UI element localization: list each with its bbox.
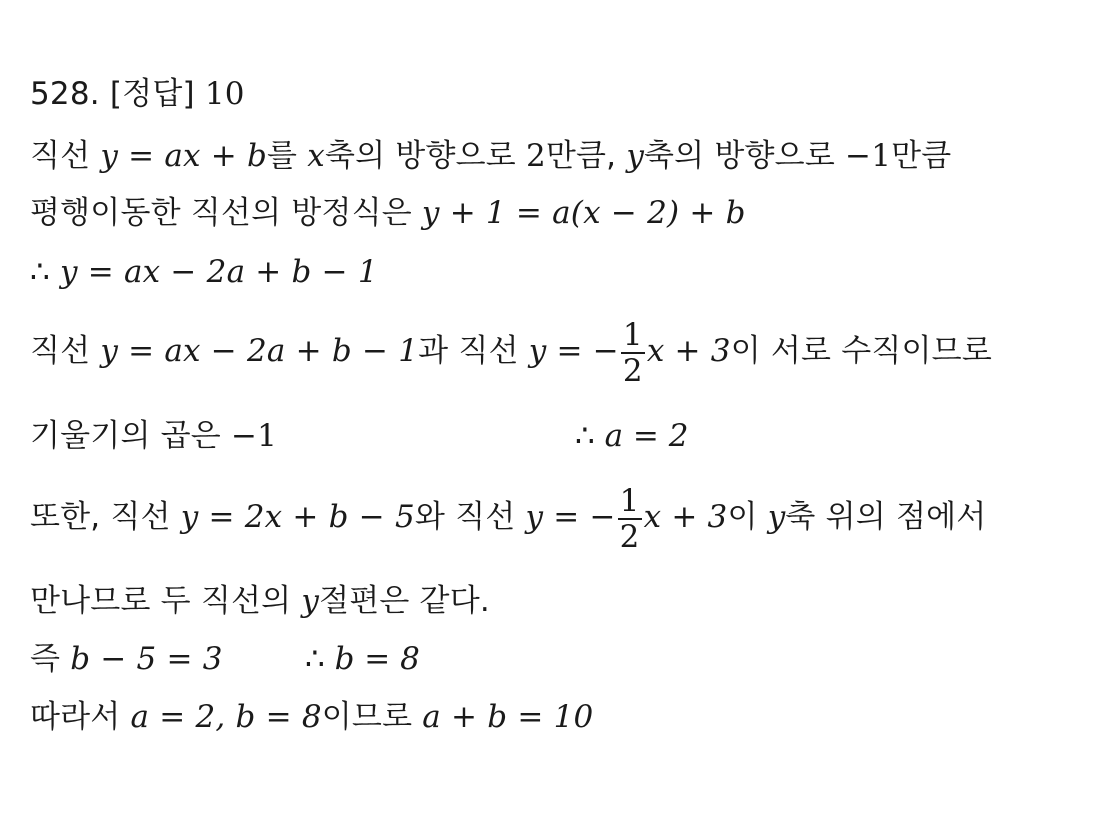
answer-value: 10: [204, 76, 245, 112]
text-segment: 즉: [30, 641, 61, 677]
variable: y: [767, 499, 786, 535]
equation: b = 8: [235, 699, 322, 735]
equation: y = −: [528, 333, 619, 369]
text-segment: 평행이동한 직선의 방정식은: [30, 195, 412, 231]
text-segment: 와 직선: [414, 499, 516, 535]
equation: y = ax − 2a + b − 1: [100, 333, 419, 369]
solution-line-7: [30, 581, 490, 621]
equation: x + 3: [646, 333, 731, 369]
problem-header: [30, 74, 245, 114]
equation: y = ax + b: [100, 138, 268, 174]
solution-line-8: [30, 639, 223, 679]
equation: a + b = 10: [422, 699, 594, 735]
fraction-numerator: 1: [622, 316, 643, 353]
text-segment: 를: [267, 138, 298, 174]
text-segment: 또한, 직선: [30, 499, 171, 535]
text-segment: 절편은 같다.: [319, 583, 490, 619]
text-segment: 직선: [30, 333, 91, 369]
number: −1: [231, 418, 278, 454]
solution-line-4: [30, 310, 992, 392]
solution-line-5: [30, 416, 277, 456]
solution-line-8-result: [305, 639, 420, 679]
solution-line-3: [30, 252, 378, 292]
equation: b − 5 = 3: [70, 641, 223, 677]
text-segment: 이 서로 수직이므로: [730, 333, 992, 369]
therefore-symbol: ∴: [575, 418, 595, 454]
text-segment: 이: [727, 499, 758, 535]
solution-line-6: [30, 476, 986, 558]
number: 2: [525, 138, 546, 174]
equation: y = 2x + b − 5: [180, 499, 415, 535]
text-segment: 만큼: [891, 138, 952, 174]
solution-line-5-result: [575, 416, 688, 456]
fraction-numerator: 1: [619, 482, 640, 519]
problem-number: 528.: [30, 76, 100, 112]
text-segment: 이므로: [321, 699, 413, 735]
text-segment: 축의 방향으로: [644, 138, 835, 174]
equation: y + 1 = a(x − 2) + b: [421, 195, 746, 231]
text-segment: 직선: [30, 138, 91, 174]
therefore-symbol: ∴: [30, 254, 50, 290]
variable: y: [301, 583, 320, 619]
equation: y = −: [525, 499, 616, 535]
variable: x: [307, 138, 325, 174]
fraction-denominator: 2: [619, 518, 640, 555]
text-segment: 따라서: [30, 699, 121, 735]
text-segment: 축의 방향으로: [324, 138, 516, 174]
fraction: [621, 318, 645, 388]
fraction: [618, 484, 642, 554]
solution-line-2: [30, 193, 746, 233]
therefore-symbol: ∴: [305, 641, 325, 677]
solution-line-1: [30, 136, 951, 176]
text-segment: 기울기의 곱은: [30, 418, 221, 454]
number: −1: [845, 138, 892, 174]
equation: a = 2,: [130, 699, 226, 735]
variable: y: [626, 138, 645, 174]
solution-line-9: [30, 697, 593, 737]
equation: x + 3: [643, 499, 728, 535]
text-segment: 과 직선: [418, 333, 519, 369]
answer-label: [정답]: [109, 76, 195, 112]
text-segment: 축 위의 점에서: [785, 499, 987, 535]
equation: a = 2: [604, 418, 689, 454]
equation: b = 8: [334, 641, 420, 677]
text-segment: 만나므로 두 직선의: [30, 583, 292, 619]
fraction-denominator: 2: [622, 352, 643, 389]
equation: y = ax − 2a + b − 1: [60, 254, 378, 290]
text-segment: 만큼,: [545, 138, 617, 174]
